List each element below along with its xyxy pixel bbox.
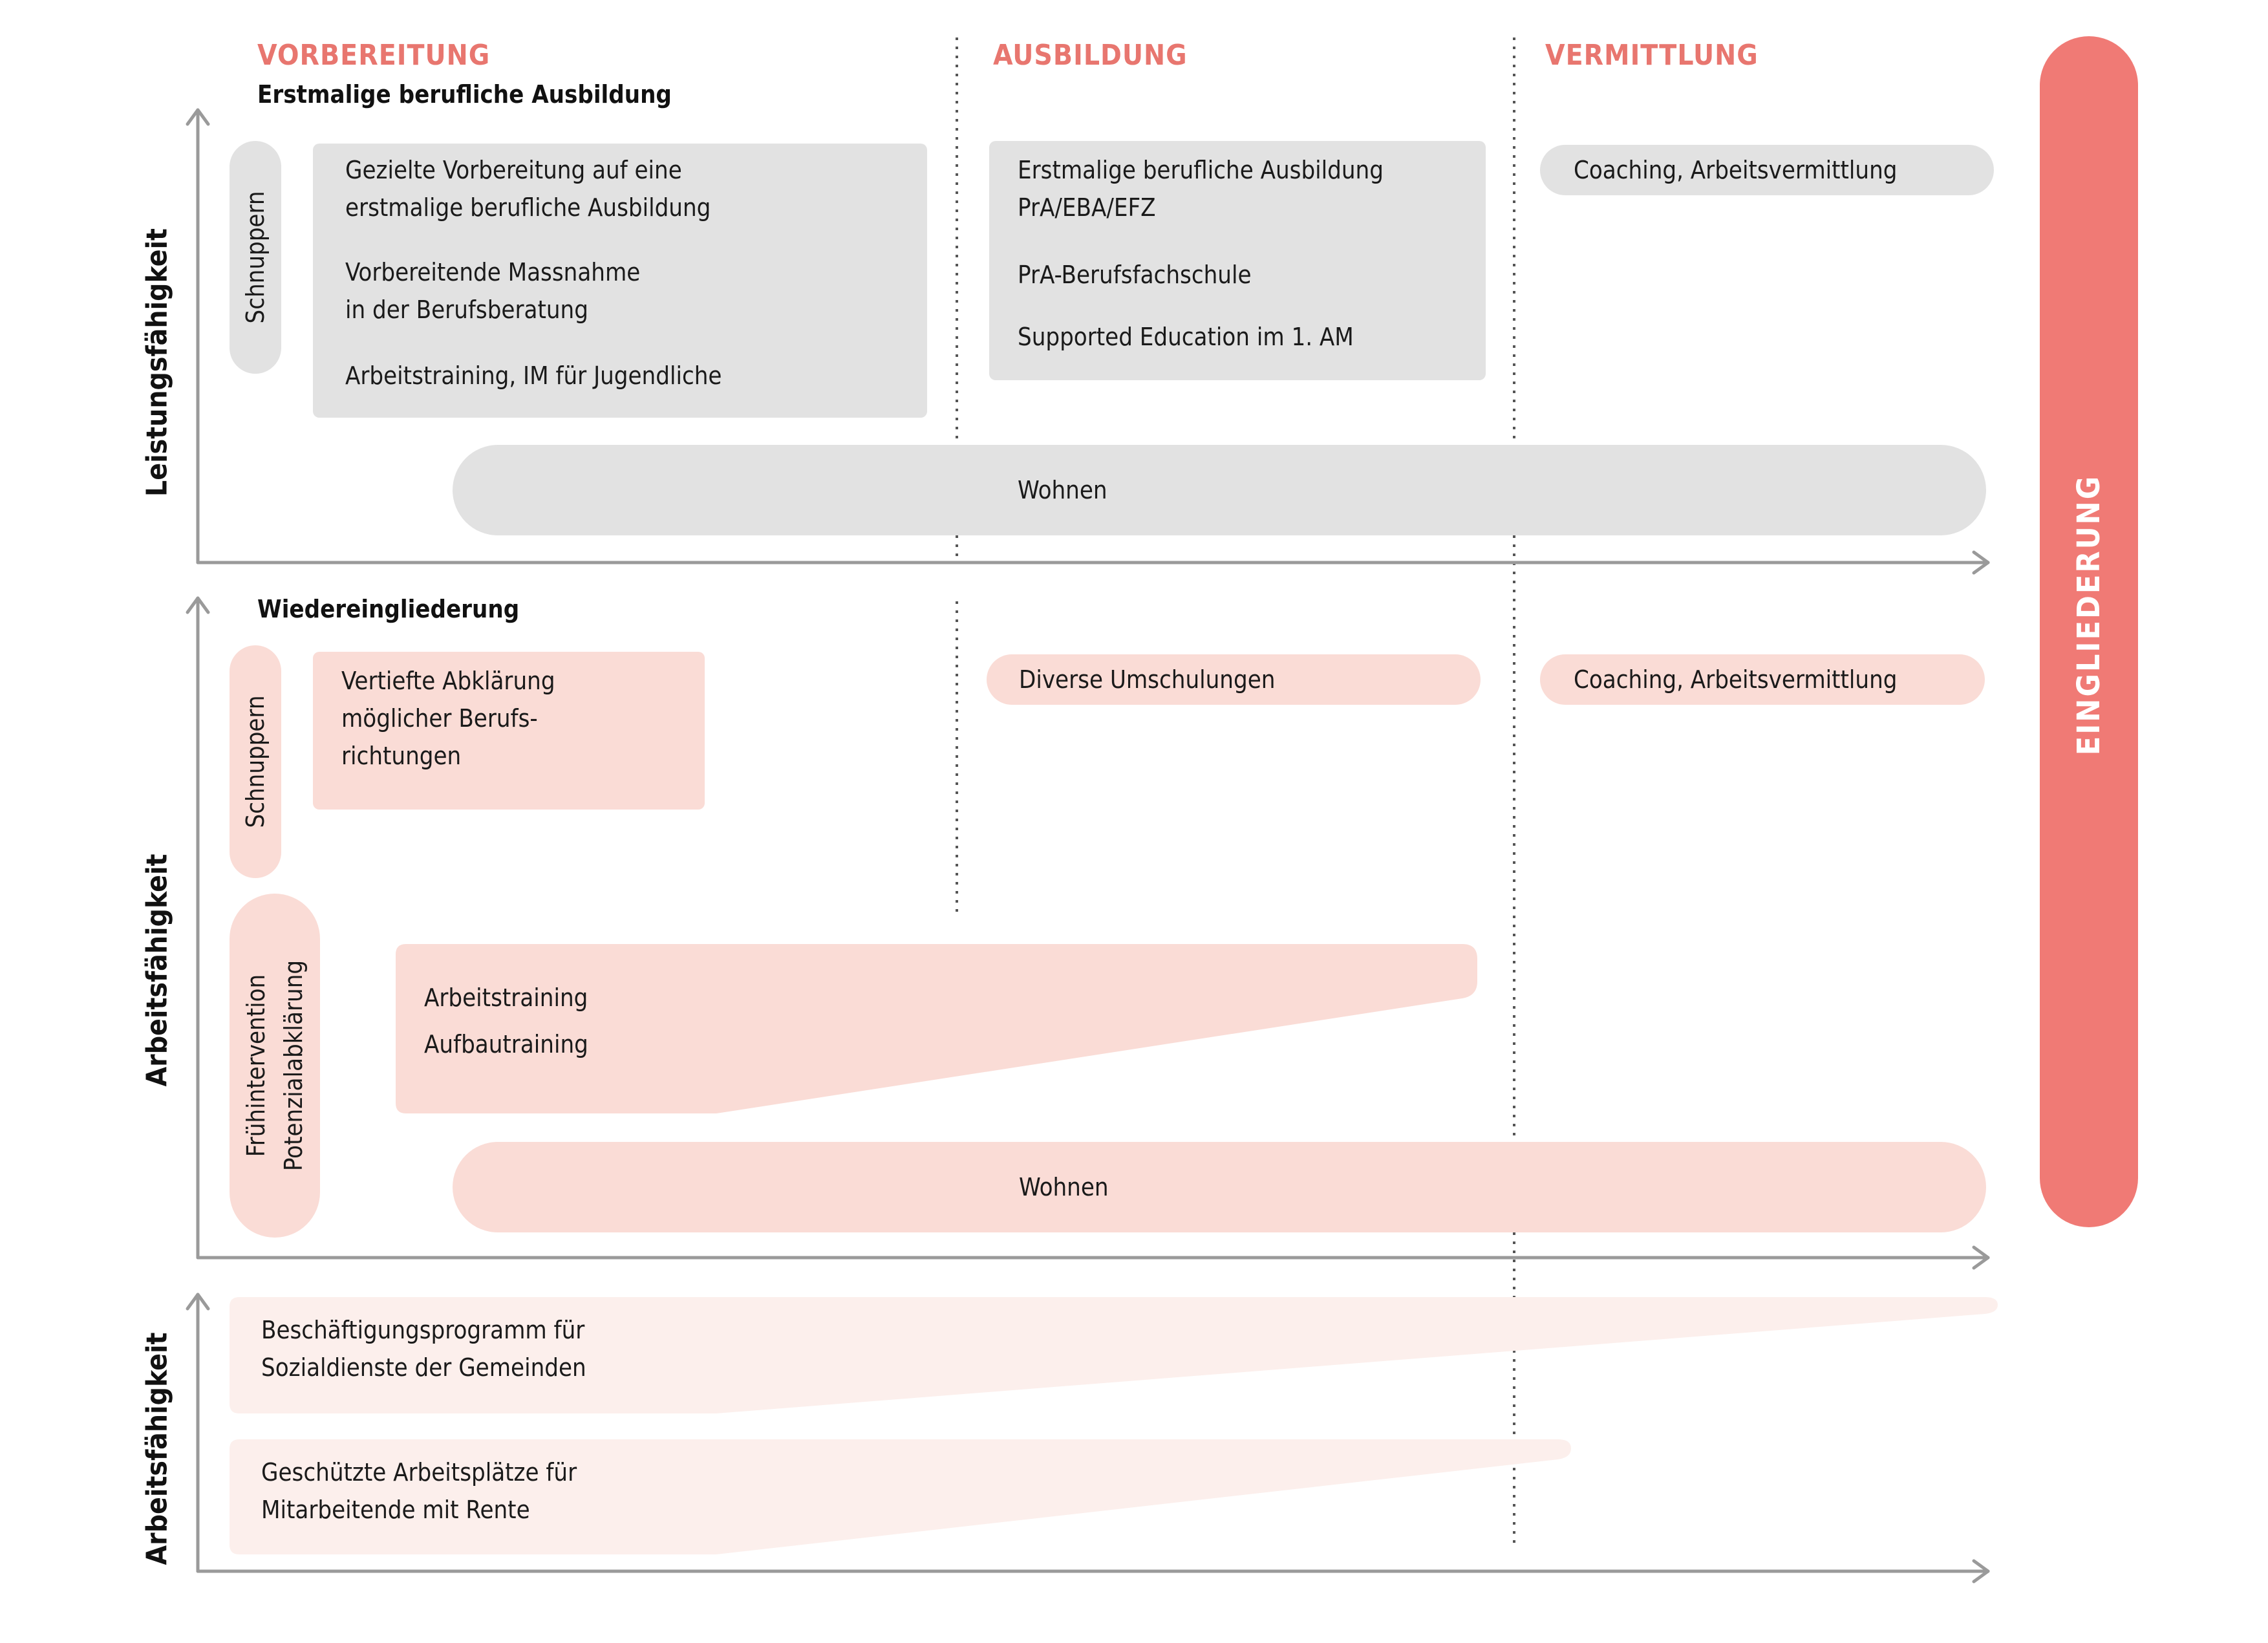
top-schnuppern-label: Schnuppern: [241, 191, 270, 324]
middle-fruehintervention-label: [237, 939, 312, 1192]
eingliederung-label: EINGLIEDERUNG: [2071, 474, 2107, 756]
phase-ausbildung: AUSBILDUNG: [993, 39, 1188, 72]
middle-wohnen-bar: [453, 1142, 1986, 1232]
middle-wohnen-label: Wohnen: [1019, 1173, 1109, 1201]
top-prep-line-4: in der Berufsberatung: [345, 295, 588, 324]
middle-umschulungen-label: Diverse Umschulungen: [1019, 665, 1276, 694]
top-prep-line-1: Gezielte Vorbereitung auf eine: [345, 156, 682, 184]
phase-vermittlung: VERMITTLUNG: [1545, 39, 1759, 72]
middle-training-line-1: Arbeitstraining: [424, 983, 588, 1012]
middle-abklaerung-line-2: möglicher Berufs-: [341, 704, 538, 733]
top-wohnen-label: Wohnen: [1018, 476, 1107, 504]
axis-label-top: Leistungsfähigkeit: [140, 228, 174, 497]
fruehintervention-line-2: Potenzialabklärung: [279, 960, 308, 1172]
top-prep-box: [313, 144, 927, 418]
phase-vorbereitung: VORBEREITUNG: [257, 39, 491, 72]
bottom-geschuetzt-line-1: Geschützte Arbeitsplätze für: [261, 1458, 577, 1487]
middle-schnuppern-label: Schnuppern: [241, 695, 270, 828]
top-prep-line-2: erstmalige berufliche Ausbildung: [345, 193, 711, 222]
eingliederung-bar: [2040, 36, 2138, 1227]
axis-label-bottom: Arbeitsfähigkeit: [140, 1332, 174, 1565]
top-prep-line-3: Vorbereitende Massnahme: [345, 258, 641, 286]
middle-training-line-2: Aufbautraining: [424, 1030, 588, 1058]
middle-vermittlung-label: Coaching, Arbeitsvermittlung: [1574, 665, 1898, 694]
middle-abklaerung-box: [313, 652, 705, 810]
top-vermittlung-pill: [1540, 145, 1994, 195]
fruehintervention-line-1: Frühintervention: [242, 974, 270, 1157]
middle-umschulungen-pill: [987, 654, 1481, 705]
top-subtitle: Erstmalige berufliche Ausbildung: [257, 80, 672, 109]
top-schnuppern-pill: [230, 141, 281, 374]
middle-subtitle: Wiedereingliederung: [257, 595, 520, 623]
middle-schnuppern-pill: [230, 645, 281, 878]
top-ausbildung-box: [989, 141, 1486, 380]
top-prep-line-5: Arbeitstraining, IM für Jugendliche: [345, 361, 722, 390]
bottom-geschuetzt-line-2: Mitarbeitende mit Rente: [261, 1496, 530, 1524]
middle-fruehintervention-pill: [230, 894, 320, 1238]
bottom-programm-line-1: Beschäftigungsprogramm für: [261, 1316, 585, 1344]
top-vermittlung-label: Coaching, Arbeitsvermittlung: [1574, 156, 1898, 184]
middle-vermittlung-pill: [1540, 654, 1985, 705]
middle-abklaerung-line-1: Vertiefte Abklärung: [341, 667, 555, 695]
bottom-programm-line-2: Sozialdienste der Gemeinden: [261, 1353, 586, 1382]
top-ausbildung-line-2: PrA/EBA/EFZ: [1018, 193, 1156, 222]
top-ausbildung-line-4: Supported Education im 1. AM: [1018, 323, 1354, 351]
top-ausbildung-line-1: Erstmalige berufliche Ausbildung: [1018, 156, 1384, 184]
top-ausbildung-line-3: PrA-Berufsfachschule: [1018, 261, 1252, 289]
middle-abklaerung-line-3: richtungen: [341, 742, 462, 770]
axis-label-middle: Arbeitsfähigkeit: [140, 854, 174, 1087]
top-wohnen-bar: [453, 445, 1986, 535]
